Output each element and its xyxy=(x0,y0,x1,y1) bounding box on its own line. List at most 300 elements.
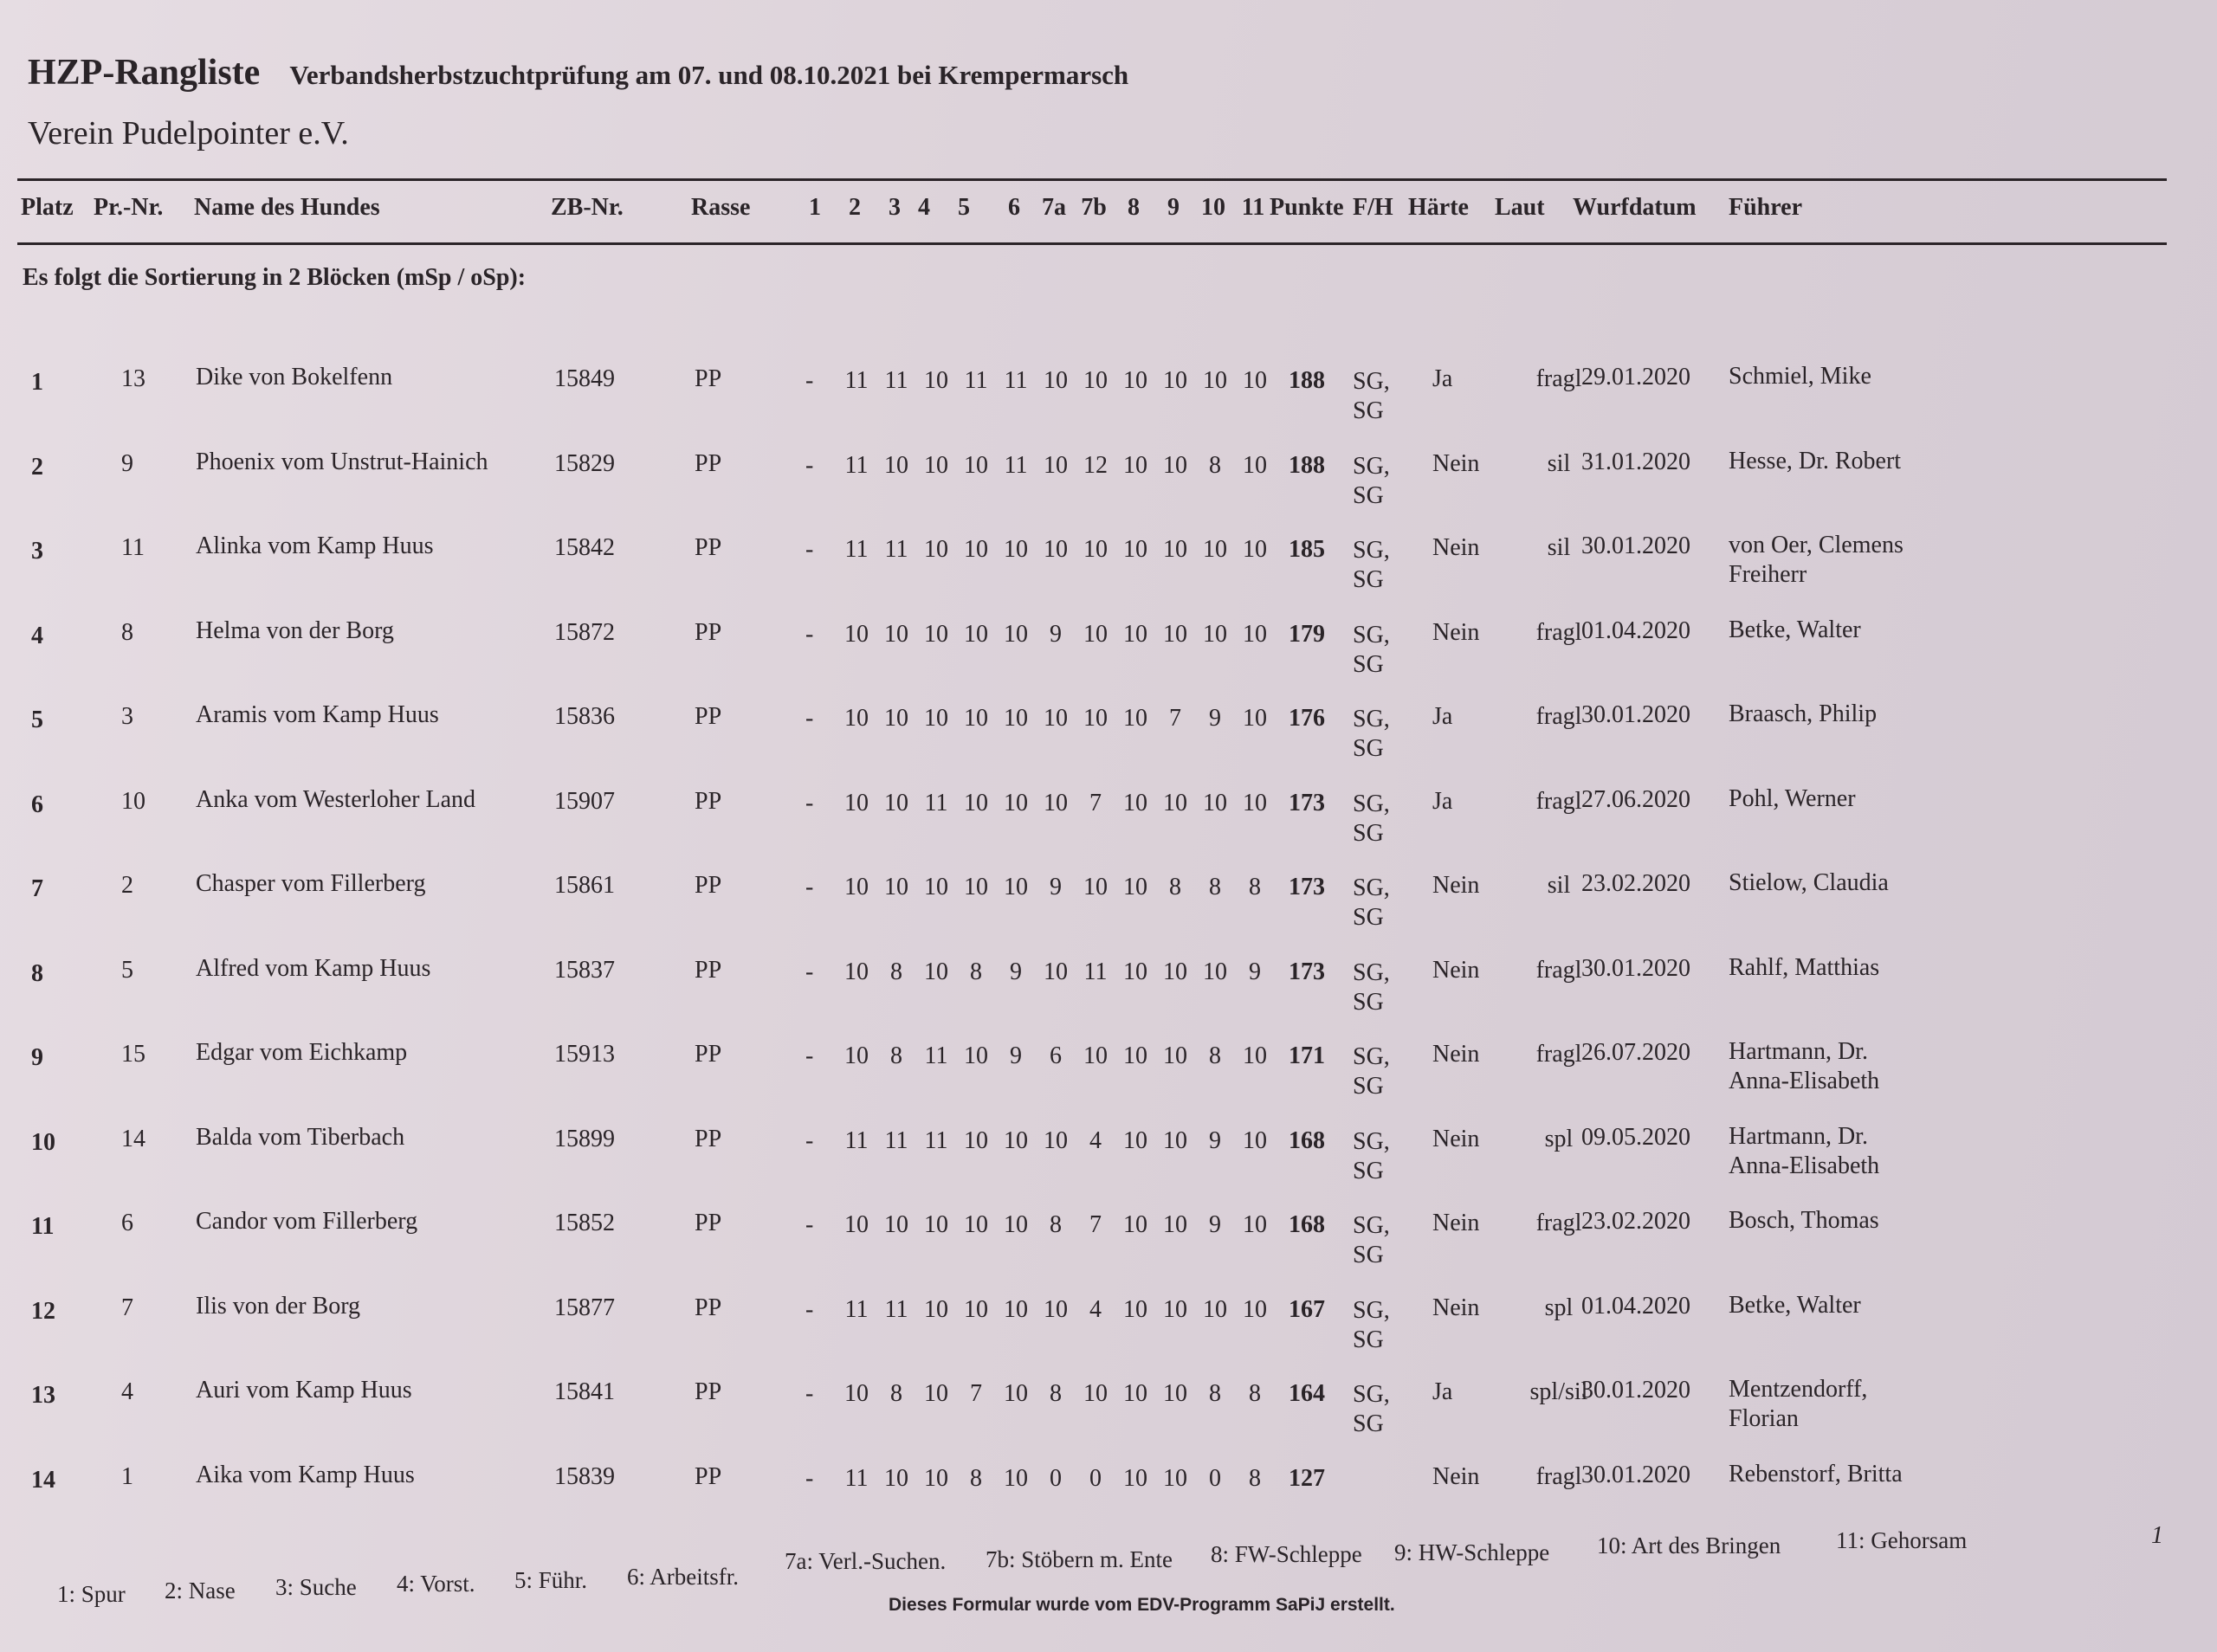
cell-score: 10 xyxy=(1123,1296,1147,1323)
document-subtitle: Verbandsherbstzuchtprüfung am 07. und 08.10.2021 bei Krempermarsch xyxy=(289,60,1129,90)
cell-laut: fragl xyxy=(1535,1041,1582,1068)
cell-score: 7 xyxy=(1089,790,1102,816)
cell-score: 10 xyxy=(924,1465,948,1492)
cell-wurfdatum: 01.04.2020 xyxy=(1581,617,1690,644)
cell-score: 10 xyxy=(964,705,988,732)
cell-fuehrer-line1: Schmiel, Mike xyxy=(1729,363,1871,390)
cell-score: 10 xyxy=(884,790,908,816)
cell-scores xyxy=(837,1465,1275,1493)
cell-score: 10 xyxy=(1203,1296,1227,1323)
cell-scores xyxy=(837,367,1275,395)
cell-score: 10 xyxy=(844,1211,869,1238)
table-row xyxy=(0,860,2217,944)
col-fach-8: 8 xyxy=(1128,194,1140,221)
cell-fuehrer xyxy=(1729,1206,1879,1236)
cell-score: 10 xyxy=(1163,1465,1187,1492)
cell-fh-line2: SG xyxy=(1353,989,1384,1016)
cell-score: 10 xyxy=(924,705,948,732)
cell-punkte: 171 xyxy=(1289,1042,1325,1069)
cell-fuehrer xyxy=(1729,447,1901,476)
cell-fuehrer xyxy=(1729,953,1879,983)
cell-score: 10 xyxy=(1163,1380,1187,1407)
cell-score: 10 xyxy=(1004,874,1028,900)
cell-score: 10 xyxy=(964,536,988,563)
legend-1: 1: Spur xyxy=(57,1581,126,1607)
col-fach-3: 3 xyxy=(889,194,901,221)
cell-score: 10 xyxy=(1004,1211,1028,1238)
cell-dog-name: Alfred vom Kamp Huus xyxy=(196,955,431,982)
cell-score: 8 xyxy=(1209,452,1221,479)
cell-fh xyxy=(1353,958,1390,1017)
cell-score: 10 xyxy=(924,874,948,900)
cell-score: 11 xyxy=(964,367,988,394)
cell-score: 10 xyxy=(924,452,948,479)
cell-rasse: PP xyxy=(695,703,722,730)
cell-score: 10 xyxy=(1004,1465,1028,1492)
cell-laut: fragl xyxy=(1535,365,1582,392)
cell-score: 10 xyxy=(1044,1296,1068,1323)
col-fach-4: 4 xyxy=(918,194,930,221)
cell-score: 8 xyxy=(890,958,902,985)
cell-platz: 13 xyxy=(31,1382,55,1409)
cell-zb-nr: 15841 xyxy=(554,1378,615,1405)
cell-fh-line2: SG xyxy=(1353,1158,1384,1184)
cell-score: 10 xyxy=(1243,1296,1267,1323)
sort-note: Es folgt die Sortierung in 2 Blöcken (mSp / oSp): xyxy=(23,264,527,291)
cell-fach-1: - xyxy=(805,1465,814,1492)
cell-score: 10 xyxy=(964,874,988,900)
cell-haerte: Nein xyxy=(1432,534,1480,561)
col-rasse: Rasse xyxy=(691,194,751,221)
cell-fuehrer-line1: Hartmann, Dr. xyxy=(1729,1123,1868,1150)
cell-fh-line1: SG, xyxy=(1353,368,1390,395)
cell-score: 10 xyxy=(1044,367,1068,394)
cell-haerte: Ja xyxy=(1432,788,1453,815)
cell-fuehrer xyxy=(1729,362,1871,391)
cell-prnr: 5 xyxy=(121,957,133,984)
cell-score: 10 xyxy=(924,1211,948,1238)
cell-score: 10 xyxy=(1004,1127,1028,1154)
cell-fh xyxy=(1353,452,1390,511)
cell-prnr: 6 xyxy=(121,1210,133,1236)
cell-dog-name: Anka vom Westerloher Land xyxy=(196,786,476,813)
cell-score: 10 xyxy=(844,621,869,648)
cell-fuehrer xyxy=(1729,1460,1903,1489)
cell-score: 10 xyxy=(1123,536,1147,563)
cell-dog-name: Dike von Bokelfenn xyxy=(196,364,393,390)
cell-score: 10 xyxy=(964,621,988,648)
cell-scores xyxy=(837,1296,1275,1324)
cell-score: 10 xyxy=(1163,958,1187,985)
cell-laut: fragl xyxy=(1535,619,1582,646)
cell-score: 8 xyxy=(1249,1380,1261,1407)
cell-score: 10 xyxy=(1123,452,1147,479)
cell-score: 9 xyxy=(1050,621,1062,648)
cell-dog-name: Aika vom Kamp Huus xyxy=(196,1462,415,1488)
cell-score: 10 xyxy=(1163,1127,1187,1154)
col-fuehrer: Führer xyxy=(1729,194,1803,221)
cell-score: 10 xyxy=(1123,1127,1147,1154)
cell-score: 11 xyxy=(924,1042,948,1069)
cell-fuehrer-line1: von Oer, Clemens xyxy=(1729,532,1904,558)
col-wurfdatum: Wurfdatum xyxy=(1573,194,1697,221)
cell-fuehrer xyxy=(1729,1122,1879,1181)
cell-score: 0 xyxy=(1050,1465,1062,1492)
col-fach-1: 1 xyxy=(809,194,821,221)
cell-fuehrer-line1: Betke, Walter xyxy=(1729,1292,1861,1319)
cell-haerte: Nein xyxy=(1432,1126,1480,1152)
cell-score: 11 xyxy=(1004,367,1028,394)
cell-score: 10 xyxy=(1163,790,1187,816)
cell-score: 11 xyxy=(1004,452,1028,479)
cell-fuehrer-line1: Braasch, Philip xyxy=(1729,700,1878,727)
cell-fach-1: - xyxy=(805,621,814,648)
cell-fuehrer-line2: Florian xyxy=(1729,1405,1799,1432)
cell-score: 9 xyxy=(1209,1127,1221,1154)
col-fach-7a: 7a xyxy=(1042,194,1066,221)
cell-wurfdatum: 26.07.2020 xyxy=(1581,1039,1690,1066)
cell-score: 10 xyxy=(924,367,948,394)
cell-platz: 6 xyxy=(31,791,43,818)
table-row xyxy=(0,1029,2217,1113)
cell-scores xyxy=(837,1211,1275,1239)
cell-score: 8 xyxy=(1209,1042,1221,1069)
cell-prnr: 1 xyxy=(121,1463,133,1490)
cell-fach-1: - xyxy=(805,790,814,816)
legend-7a: 7a: Verl.-Suchen. xyxy=(785,1548,947,1574)
cell-dog-name: Ilis von der Borg xyxy=(196,1293,361,1320)
cell-score: 11 xyxy=(844,536,869,563)
cell-punkte: 179 xyxy=(1289,621,1325,648)
cell-zb-nr: 15829 xyxy=(554,450,615,477)
cell-prnr: 9 xyxy=(121,450,133,477)
cell-prnr: 10 xyxy=(121,788,145,815)
cell-platz: 5 xyxy=(31,707,43,733)
cell-score: 9 xyxy=(1010,958,1022,985)
col-prnr: Pr.-Nr. xyxy=(94,194,164,221)
cell-score: 10 xyxy=(964,452,988,479)
cell-scores xyxy=(837,1127,1275,1155)
cell-dog-name: Chasper vom Fillerberg xyxy=(196,870,426,897)
cell-score: 10 xyxy=(1044,1127,1068,1154)
cell-wurfdatum: 30.01.2020 xyxy=(1581,1462,1690,1488)
cell-fuehrer-line2: Anna-Elisabeth xyxy=(1729,1068,1880,1094)
cell-fh xyxy=(1353,705,1390,764)
cell-fuehrer-line2: Freiherr xyxy=(1729,561,1807,588)
cell-score: 10 xyxy=(844,958,869,985)
cell-fh-line2: SG xyxy=(1353,397,1384,424)
cell-zb-nr: 15836 xyxy=(554,703,615,730)
col-fach-5: 5 xyxy=(958,194,970,221)
cell-laut: fragl xyxy=(1535,957,1582,984)
cell-fuehrer xyxy=(1729,784,1856,814)
cell-score: 10 xyxy=(1083,536,1108,563)
cell-score: 10 xyxy=(1044,536,1068,563)
cell-score: 0 xyxy=(1089,1465,1102,1492)
cell-score: 10 xyxy=(1123,621,1147,648)
cell-score: 10 xyxy=(1123,367,1147,394)
cell-score: 9 xyxy=(1209,1211,1221,1238)
cell-score: 8 xyxy=(1209,1380,1221,1407)
cell-score: 10 xyxy=(1123,1465,1147,1492)
cell-score: 8 xyxy=(1249,1465,1261,1492)
cell-fh-line2: SG xyxy=(1353,904,1384,931)
cell-scores xyxy=(837,705,1275,732)
cell-score: 6 xyxy=(1050,1042,1062,1069)
cell-score: 8 xyxy=(890,1380,902,1407)
cell-fh-line1: SG, xyxy=(1353,706,1390,732)
cell-score: 10 xyxy=(1163,452,1187,479)
cell-fh-line1: SG, xyxy=(1353,791,1390,817)
cell-score: 11 xyxy=(924,1127,948,1154)
cell-score: 10 xyxy=(1243,536,1267,563)
cell-haerte: Nein xyxy=(1432,1210,1480,1236)
cell-punkte: 188 xyxy=(1289,452,1325,479)
cell-prnr: 8 xyxy=(121,619,133,646)
cell-prnr: 14 xyxy=(121,1126,145,1152)
cell-fuehrer xyxy=(1729,531,1904,590)
cell-fh-line2: SG xyxy=(1353,566,1384,593)
cell-fuehrer-line1: Stielow, Claudia xyxy=(1729,869,1889,896)
cell-laut: sil xyxy=(1547,534,1571,561)
cell-score: 8 xyxy=(1249,874,1261,900)
cell-fuehrer xyxy=(1729,700,1877,729)
cell-score: 9 xyxy=(1249,958,1261,985)
cell-platz: 7 xyxy=(31,875,43,902)
cell-fuehrer-line1: Bosch, Thomas xyxy=(1729,1207,1879,1234)
cell-platz: 14 xyxy=(31,1467,55,1494)
cell-zb-nr: 15837 xyxy=(554,957,615,984)
cell-score: 10 xyxy=(1123,1042,1147,1069)
cell-punkte: 167 xyxy=(1289,1296,1325,1323)
cell-platz: 11 xyxy=(31,1213,55,1240)
cell-fach-1: - xyxy=(805,705,814,732)
cell-score: 8 xyxy=(1050,1380,1062,1407)
legend-11: 11: Gehorsam xyxy=(1836,1527,1968,1553)
cell-rasse: PP xyxy=(695,1210,722,1236)
cell-score: 10 xyxy=(884,621,908,648)
cell-fh-line2: SG xyxy=(1353,820,1384,847)
cell-haerte: Ja xyxy=(1432,703,1453,730)
cell-scores xyxy=(837,790,1275,817)
cell-score: 10 xyxy=(1123,705,1147,732)
cell-score: 11 xyxy=(884,1127,908,1154)
cell-haerte: Nein xyxy=(1432,872,1480,899)
cell-score: 10 xyxy=(1163,1296,1187,1323)
cell-haerte: Nein xyxy=(1432,957,1480,984)
cell-dog-name: Alinka vom Kamp Huus xyxy=(196,532,434,559)
cell-score: 10 xyxy=(1004,790,1028,816)
cell-laut: spl/sil xyxy=(1529,1378,1588,1405)
cell-fh-line2: SG xyxy=(1353,1410,1384,1437)
cell-scores xyxy=(837,452,1275,480)
cell-score: 10 xyxy=(844,790,869,816)
cell-fh-line1: SG, xyxy=(1353,959,1390,986)
cell-score: 7 xyxy=(1169,705,1181,732)
cell-fach-1: - xyxy=(805,1211,814,1238)
cell-score: 10 xyxy=(1123,958,1147,985)
table-row xyxy=(0,776,2217,860)
cell-score: 10 xyxy=(1243,452,1267,479)
cell-wurfdatum: 30.01.2020 xyxy=(1581,955,1690,982)
col-name: Name des Hundes xyxy=(194,194,380,221)
cell-dog-name: Phoenix vom Unstrut-Hainich xyxy=(196,448,488,475)
cell-haerte: Nein xyxy=(1432,1294,1480,1321)
cell-score: 10 xyxy=(1004,536,1028,563)
cell-wurfdatum: 30.01.2020 xyxy=(1581,532,1690,559)
table-row xyxy=(0,607,2217,691)
cell-punkte: 168 xyxy=(1289,1127,1325,1154)
cell-score: 10 xyxy=(1203,790,1227,816)
cell-score: 11 xyxy=(1083,958,1108,985)
cell-zb-nr: 15913 xyxy=(554,1041,615,1068)
cell-score: 10 xyxy=(964,790,988,816)
cell-zb-nr: 15842 xyxy=(554,534,615,561)
cell-wurfdatum: 29.01.2020 xyxy=(1581,364,1690,390)
cell-fach-1: - xyxy=(805,452,814,479)
header-rule-bottom xyxy=(17,242,2167,245)
cell-score: 10 xyxy=(924,958,948,985)
cell-zb-nr: 15899 xyxy=(554,1126,615,1152)
cell-score: 0 xyxy=(1209,1465,1221,1492)
cell-score: 12 xyxy=(1083,452,1108,479)
cell-score: 10 xyxy=(844,1042,869,1069)
cell-score: 10 xyxy=(964,1127,988,1154)
cell-scores xyxy=(837,621,1275,649)
cell-score: 7 xyxy=(1089,1211,1102,1238)
cell-fh-line1: SG, xyxy=(1353,1212,1390,1239)
col-haerte: Härte xyxy=(1408,194,1469,221)
legend-7b: 7b: Stöbern m. Ente xyxy=(986,1546,1173,1572)
cell-punkte: 173 xyxy=(1289,958,1325,985)
cell-wurfdatum: 09.05.2020 xyxy=(1581,1124,1690,1151)
cell-fh-line2: SG xyxy=(1353,482,1384,509)
cell-score: 10 xyxy=(1123,1211,1147,1238)
cell-fach-1: - xyxy=(805,536,814,563)
cell-punkte: 176 xyxy=(1289,705,1325,732)
cell-fuehrer xyxy=(1729,1291,1861,1320)
cell-scores xyxy=(837,1380,1275,1408)
cell-score: 10 xyxy=(924,621,948,648)
cell-score: 10 xyxy=(1163,367,1187,394)
legend-8: 8: FW-Schleppe xyxy=(1211,1541,1362,1567)
cell-dog-name: Aramis vom Kamp Huus xyxy=(196,701,439,728)
cell-fh-line1: SG, xyxy=(1353,874,1390,901)
col-fach-7b: 7b xyxy=(1081,194,1107,221)
cell-laut: sil xyxy=(1547,872,1571,899)
table-row xyxy=(0,438,2217,522)
cell-score: 8 xyxy=(1209,874,1221,900)
cell-score: 7 xyxy=(970,1380,982,1407)
cell-score: 10 xyxy=(884,452,908,479)
club-name: Verein Pudelpointer e.V. xyxy=(28,115,349,152)
col-punkte: Punkte xyxy=(1270,194,1344,221)
cell-score: 10 xyxy=(1203,367,1227,394)
cell-fuehrer xyxy=(1729,1037,1879,1096)
cell-score: 10 xyxy=(1083,1380,1108,1407)
legend-4: 4: Vorst. xyxy=(397,1571,475,1597)
cell-zb-nr: 15849 xyxy=(554,365,615,392)
table-row xyxy=(0,1282,2217,1366)
cell-score: 9 xyxy=(1050,874,1062,900)
cell-haerte: Ja xyxy=(1432,1378,1453,1405)
cell-score: 9 xyxy=(1209,705,1221,732)
cell-rasse: PP xyxy=(695,957,722,984)
cell-fh-line1: SG, xyxy=(1353,622,1390,649)
cell-fach-1: - xyxy=(805,874,814,900)
cell-wurfdatum: 23.02.2020 xyxy=(1581,1208,1690,1235)
cell-wurfdatum: 30.01.2020 xyxy=(1581,701,1690,728)
table-row xyxy=(0,1113,2217,1197)
cell-wurfdatum: 27.06.2020 xyxy=(1581,786,1690,813)
cell-score: 10 xyxy=(1044,790,1068,816)
cell-fuehrer-line1: Rebenstorf, Britta xyxy=(1729,1461,1903,1487)
cell-punkte: 185 xyxy=(1289,536,1325,563)
cell-fuehrer xyxy=(1729,1375,1867,1434)
cell-score: 10 xyxy=(1083,874,1108,900)
cell-score: 11 xyxy=(924,790,948,816)
cell-haerte: Ja xyxy=(1432,365,1453,392)
cell-fuehrer-line1: Rahlf, Matthias xyxy=(1729,954,1880,981)
cell-wurfdatum: 31.01.2020 xyxy=(1581,448,1690,475)
cell-score: 11 xyxy=(884,536,908,563)
cell-score: 10 xyxy=(1083,621,1108,648)
cell-score: 10 xyxy=(844,1380,869,1407)
cell-platz: 2 xyxy=(31,454,43,481)
cell-fh-line2: SG xyxy=(1353,651,1384,678)
legend-10: 10: Art des Bringen xyxy=(1597,1533,1781,1558)
cell-score: 10 xyxy=(1044,452,1068,479)
cell-fh-line1: SG, xyxy=(1353,1381,1390,1408)
footer-note: Dieses Formular wurde vom EDV-Programm SaPiJ erstellt. xyxy=(889,1595,1395,1615)
legend-9: 9: HW-Schleppe xyxy=(1394,1539,1550,1565)
cell-fh-line1: SG, xyxy=(1353,1043,1390,1070)
cell-score: 9 xyxy=(1010,1042,1022,1069)
cell-rasse: PP xyxy=(695,365,722,392)
cell-platz: 9 xyxy=(31,1044,43,1071)
cell-laut: sil xyxy=(1547,450,1571,477)
cell-platz: 8 xyxy=(31,960,43,987)
cell-score: 11 xyxy=(844,1465,869,1492)
table-row xyxy=(0,522,2217,606)
legend-6: 6: Arbeitsfr. xyxy=(627,1564,739,1590)
cell-punkte: 173 xyxy=(1289,874,1325,900)
cell-fuehrer-line1: Hesse, Dr. Robert xyxy=(1729,448,1902,474)
cell-rasse: PP xyxy=(695,788,722,815)
cell-score: 11 xyxy=(884,1296,908,1323)
document-title: HZP-Rangliste xyxy=(28,53,261,93)
table-row xyxy=(0,945,2217,1029)
cell-fach-1: - xyxy=(805,1042,814,1069)
cell-fuehrer-line1: Mentzendorff, xyxy=(1729,1376,1868,1403)
col-fach-numbers xyxy=(795,194,1273,222)
cell-fach-1: - xyxy=(805,1380,814,1407)
cell-punkte: 188 xyxy=(1289,367,1325,394)
cell-fh-line1: SG, xyxy=(1353,1297,1390,1324)
legend-3: 3: Suche xyxy=(275,1574,357,1600)
cell-rasse: PP xyxy=(695,534,722,561)
cell-score: 10 xyxy=(1243,367,1267,394)
cell-zb-nr: 15861 xyxy=(554,872,615,899)
cell-fh xyxy=(1353,1211,1390,1270)
cell-score: 11 xyxy=(884,367,908,394)
cell-fuehrer xyxy=(1729,868,1889,898)
cell-fuehrer-line1: Hartmann, Dr. xyxy=(1729,1038,1868,1065)
cell-laut: fragl xyxy=(1535,703,1582,730)
cell-rasse: PP xyxy=(695,1294,722,1321)
cell-scores xyxy=(837,958,1275,986)
cell-fach-1: - xyxy=(805,367,814,394)
